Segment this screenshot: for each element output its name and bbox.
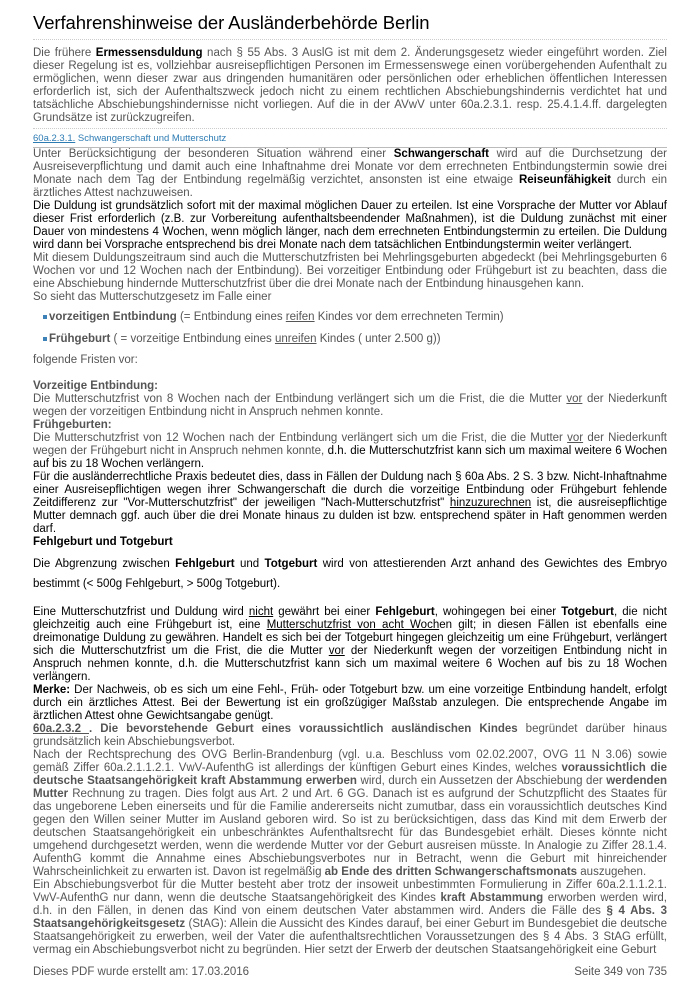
- text: der Niederkunft wegen der vorzeitigen Entbindung nicht in Anspruch nehmen konnte.: [33, 393, 667, 418]
- text: der Niederkunft wegen der Frühgeburt nicht in Anspruch nehmen konnte,: [33, 432, 667, 457]
- paragraph-merke: [33, 684, 667, 723]
- paragraph-vorzeitige-entbindung: [33, 393, 667, 419]
- footer-created-date: Dieses PDF wurde erstellt am: 17.03.2016: [33, 966, 250, 978]
- paragraph-mutterschutzgesetz: So sieht das Mutterschutzgesetz im Falle einer: [33, 291, 272, 303]
- bullet-icon: [43, 315, 47, 319]
- text: ist, die ausreisepflichtige Mutter demnach ggf. auch über die drei Monate hinaus zu dulden ist bzw. entsprechend später in Haft genommen werden darf.: [33, 497, 667, 535]
- paragraph-fristen: folgende Fristen vor:: [33, 354, 138, 366]
- paragraph-schwangerschaft: [33, 148, 667, 200]
- underlined-text: Mutterschutzfrist von acht Woch: [266, 619, 440, 631]
- bold-text: vorzeitigen Entbindung: [49, 311, 177, 323]
- underlined-text: vor: [566, 393, 583, 405]
- text: wird, durch ein Aussetzen der Abschiebung der: [356, 775, 607, 787]
- paragraph-duldungszeitraum: Mit diesem Duldungszeitraum sind auch die Mutterschutzfristen bei Mehrlingsgeburten abgedeckt (bei Mehrlingsgeburten 6 Wochen vor und 12 Wochen nach der Entbindung). Bei vorzeitiger Entbindung oder Frühgeburt ist zu beachten, dass die eine Abschiebung hindernde Mutterschutzfrist über die drei Monate nach der Entbindung hinausgehen kann.: [33, 252, 667, 290]
- heading-vorzeitige-entbindung: Vorzeitige Entbindung:: [33, 380, 158, 392]
- heading-fruehgeburten: Frühgeburten:: [33, 419, 112, 431]
- paragraph-duldung: Die Duldung ist grundsätzlich sofort mit der maximal möglichen Dauer zu erteilen. Ist eine Vorsprache der Mutter vor Ablauf dieser Frist erforderlich (z.B. zur Vorbereitung aufenthaltsbeendender Maßnahmen), ist die Duldung zunächst mit einer Dauer von mindestens 4 Wochen, wenn möglich länger, nach dem errechneten Entbindungstermin zu erteilen. Die Duldung wird dann bei Vorsprache entsprechend bis drei Monate nach dem tatsächlichen Entbindungstermin weiter verlängert.: [33, 200, 667, 251]
- section-heading-6023-1: [33, 133, 667, 148]
- bold-text: ab Ende des dritten Schwangerschaftsmonats: [324, 866, 578, 878]
- page-title: Verfahrenshinweise der Ausländerbehörde Berlin: [33, 0, 667, 40]
- bullet-list: [33, 308, 667, 352]
- bold-text: voraussichtlich die deutsche Staatsangehörigkeit kraft Abstammung erwerben: [33, 762, 667, 787]
- paragraph-fruehgeburten: [33, 432, 667, 471]
- bold-text: Schwangerschaft: [393, 148, 489, 160]
- bullet-icon: [43, 337, 47, 341]
- text: (= Entbindung eines: [176, 311, 286, 323]
- text: Ein Abschiebungsverbot für die Mutter besteht aber trotz der insoweit unbestimmten Formulierung in Ziffer 60a.2.1.1.2.1. VwV-AufenthG nur dann, wenn die deutsche Staatsangehörigkeit des Kindes: [33, 879, 667, 904]
- bold-text: bevorstehende Geburt eines voraussichtlich ausländischen Kindes: [126, 723, 518, 735]
- bold-text: Reiseunfähigkeit: [518, 174, 611, 186]
- list-item: [43, 330, 667, 352]
- underlined-text: unreifen: [274, 333, 317, 345]
- footer-page-number: Seite 349 von 735: [574, 966, 667, 978]
- text: Die Mutterschutzfrist von 12 Wochen nach der Entbindung verlängert sich um die Frist, die die Mutter: [33, 432, 568, 444]
- list-item: [43, 308, 667, 330]
- text: , die nicht gleichzeitig auch eine Frühgeburt ist, eine: [33, 606, 667, 631]
- section-link[interactable]: 60a.2.3.1.: [33, 133, 76, 144]
- text: , wohingegen bei einer: [434, 606, 562, 618]
- intro-paragraph: [33, 47, 667, 129]
- bold-text: § 4 Abs. 3 Staatsangehörigkeitsgesetz: [33, 905, 667, 930]
- text: d.h. die Mutterschutzfrist kann sich um maximal weitere 6 Wochen auf bis zu 18 Wochen verlängern.: [33, 445, 667, 470]
- intro-text-2: nach § 55 Abs. 3 AuslG ist mit dem 2. Änderungsgesetz wieder eingeführt worden. Ziel dieser Regelung ist es, vollziehbar ausreisepflichtigen Personen im Ermessenswege einen vorübergehenden Aufenthalt zu ermöglichen, wenn dieser zwar aus dringenden humanitären oder persönlichen oder erheblichen öffentlichen Interessen erforderlich ist, sich der Aufenthaltszweck jedoch nicht zu einem rechtlichen Abschiebungshindernis verdichtet hat und tatsächliche Abschiebungshindernisse nicht vorliegen. Auf die in der AVwV unter 60a.2.3.1. resp. 25.4.1.4.ff. dargelegten Grundsätze ist zurückzugreifen.: [33, 47, 667, 124]
- text: en gilt; in diesen Fällen ist ebenfalls eine dreimonatige Duldung zu gewähren. Handelt es sich bei der Totgeburt hingegen gleichzeitig um eine Frühgeburt, verlängert sich die Mutterschutzfrist um die Frist, die die Mutter: [33, 619, 667, 657]
- text: begründet darüber hinaus grundsätzlich kein Abschiebungsverbot.: [33, 723, 668, 748]
- paragraph-abschiebungsverbot: [33, 879, 667, 957]
- bold-text: Frühgeburt: [49, 333, 111, 345]
- text: Die Abgrenzung zwischen: [33, 558, 176, 570]
- text: Die Mutterschutzfrist von 8 Wochen nach der Entbindung verlängert sich um die Frist, die die Mutter: [33, 393, 567, 405]
- heading-fehlgeburt-totgeburt: Fehlgeburt und Totgeburt: [33, 536, 173, 548]
- paragraph-mutterschutzfrist-duldung: [33, 606, 667, 684]
- text: Für die ausländerrechtliche Praxis bedeutet dies, dass in Fällen der Duldung nach § 60a Abs. 2 S. 3 bzw. Nicht-Inhaftnahme einer Ausreisepflichtigen wegen ihrer Schwangerschaft die durch die vorzeitige Entbindung oder Frühgeburt fehlende Zeitdifferenz zur "Vor-Mutterschutzfrist" der jeweiligen "Nach-Mutterschutzfrist": [33, 471, 667, 509]
- text: (StAG): Allein die Aussicht des Kindes darauf, bei einer Geburt im Bundesgebiet die deutsche Staatsangehörigkeit zu erwerben, weil der Vater die aufenthaltsrechtlichen Voraussetzungen des § 4 Abs. 3 StAG erfüllt, vermag ein Abschiebungsverbot nicht zu begründen. Hier setzt der Erwerb der deutschen Staatsangehörigkeit eine Geburt: [33, 918, 667, 956]
- bold-text: Fehlgeburt: [175, 558, 235, 570]
- text: erworben werden wird, d.h. in den Fällen, in denen das Kind von einem deutschen Vater abstammen wird. Anders die Fälle des: [33, 892, 667, 917]
- underlined-text: hinzuzurechnen: [449, 497, 532, 509]
- underlined-text: vor: [567, 432, 584, 444]
- intro-text: Die frühere: [33, 47, 96, 59]
- text: ( = vorzeitige Entbindung eines: [110, 333, 275, 345]
- text: wird von attestierenden Arzt anhand des Gewichtes des Embryo bestimmt (< 500g Fehlgeburt, > 500g Totgeburt).: [33, 558, 667, 590]
- text: auszugehen.: [577, 866, 647, 878]
- text: Kindes vor dem errechneten Termin): [314, 311, 504, 323]
- section-number: 60a.2.3.2: [33, 723, 89, 735]
- text: Der Nachweis, ob es sich um eine Fehl-, Früh- oder Totgeburt bzw. um eine vorzeitige Entbindung handelt, erfolgt durch ein ärztliches Attest. Bei der Bewertung ist ein großzügiger Maßstab anzulegen. Die entsprechende Angabe im ärztlichen Attest ohne Gewichtsangabe genügt.: [33, 684, 667, 722]
- text: Rechnung zu tragen. Dies folgt aus Art. 2 und Art. 6 GG. Danach ist es aufgrund der Schutzpflicht des Staates für das ungeborene Leben einerseits und für die Familie andererseits nicht zumutbar, dass ein voraussichtlich deutsches Kind gegen den Willen seiner Mutter im Ausland geboren wird. So ist zu berücksichtigen, dass das Kind mit dem Erwerb der deutschen Staatsangehörigkeit ein unbeschränktes Aufenthaltsrecht für das Bundesgebiet erhält. Dieses könnte nicht umgehend durchgesetzt werden, wenn die werdende Mutter vor der Geburt ausreisen müsste. In Analogie zu Ziffer 28.1.4. AufenthG kommt die Annahme eines Abschiebungsverbotes nur in Betracht, wenn die Geburt mit hinreichender Wahrscheinlichkeit zu erwarten ist. Davon ist regelmäßig: [33, 788, 667, 878]
- bold-text: Fehlgeburt: [375, 606, 435, 618]
- text: Kindes ( unter 2.500 g)): [316, 333, 441, 345]
- underlined-text: vor: [328, 645, 345, 657]
- text: der Niederkunft wegen der vorzeitigen Entbindung nicht in Anspruch nehmen konnte, d.h. die Mutterschutzfrist kann sich um maximal weitere 6 Wochen auf bis zu 18 Wochen verlängern.: [33, 645, 668, 683]
- document-page: [33, 0, 667, 957]
- intro-bold: Ermessensduldung: [95, 47, 203, 59]
- text: Unter Berücksichtigung der besonderen Situation während einer: [33, 148, 394, 160]
- text: Nach der Rechtsprechung des OVG Berlin-Brandenburg (vgl. u.a. Beschluss vom 02.02.2007, OVG 11 N 3.06) sowie gemäß Ziffer 60a.2.1.1.2.1. VwV-AufenthG ist allerdings der künftigen Geburt eines Kindes, welches: [33, 749, 667, 774]
- bold-text: kraft Abstammung: [440, 892, 544, 904]
- text: durch ein ärztliches Attest nachzuweisen.: [33, 174, 667, 199]
- bold-text: Merke:: [33, 684, 71, 696]
- text: Eine Mutterschutzfrist und Duldung wird: [33, 606, 249, 618]
- bold-text: werdenden Mutter: [33, 775, 668, 800]
- text: wird auf die Durchsetzung der Ausreiseverpflichtung und damit auch eine Inhaftnahme drei Monate vor dem errechneten Entbindungstermin sowie drei Monate nach dem Tag der Entbindung regelmäßig verzichtet, ansonsten ist eine etwaige: [33, 148, 668, 186]
- paragraph-abgrenzung: [33, 554, 667, 594]
- text: und: [234, 558, 265, 570]
- paragraph-ovg: [33, 749, 667, 879]
- bold-text: Totgeburt: [264, 558, 318, 570]
- bold-text: Totgeburt: [561, 606, 614, 618]
- paragraph-6023-2: [33, 723, 667, 749]
- paragraph-praxis: [33, 471, 667, 536]
- text: . Die: [88, 723, 127, 735]
- underlined-text: reifen: [285, 311, 315, 323]
- page-footer: [33, 966, 667, 978]
- section-title: Schwangerschaft und Mutterschutz: [75, 133, 227, 144]
- text: gewährt bei einer: [273, 606, 376, 618]
- underlined-text: nicht: [248, 606, 274, 618]
